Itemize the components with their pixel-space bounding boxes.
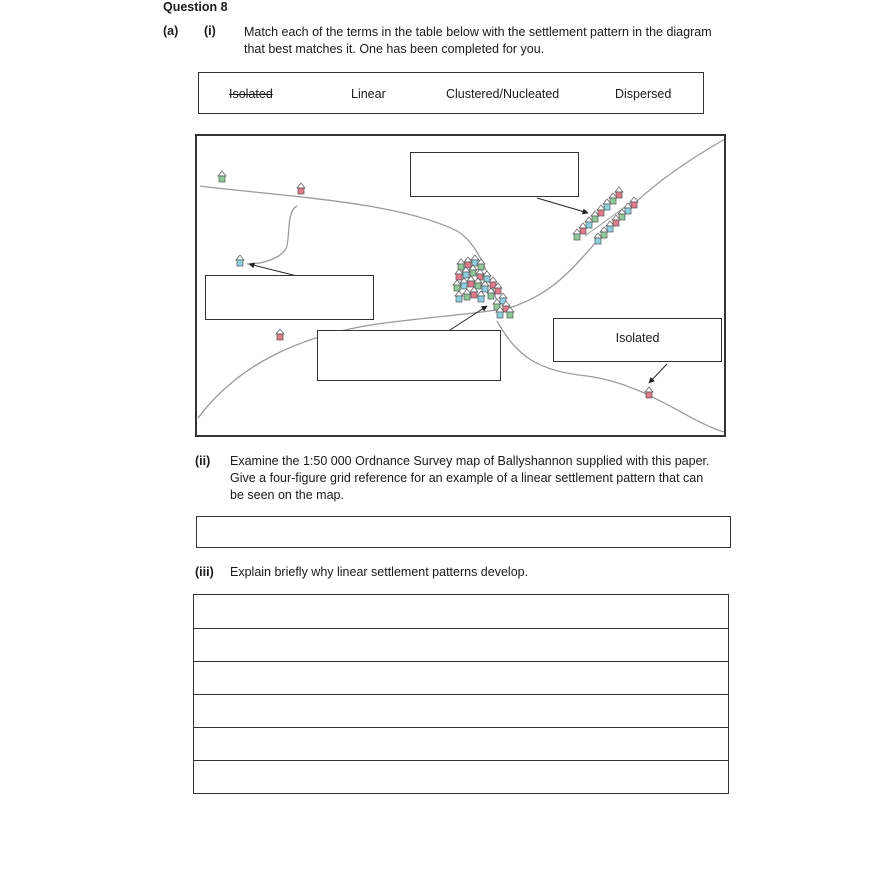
term-dispersed: Dispersed <box>615 87 672 101</box>
completed-label: Isolated <box>615 331 660 345</box>
sub-iii-label: (iii) <box>195 565 214 579</box>
answer-line <box>194 727 728 728</box>
answer-line <box>194 628 728 629</box>
sub-ii-line1: Examine the 1:50 000 Ordnance Survey map of Ballyshannon supplied with this paper. <box>230 454 710 468</box>
house-icon <box>236 255 244 266</box>
answer-box-clustered[interactable] <box>317 330 501 381</box>
arrow-to-linear <box>537 198 588 213</box>
term-linear: Linear <box>351 87 386 101</box>
sub-i-label: (i) <box>204 24 216 38</box>
house-icon <box>645 387 653 398</box>
house-icon <box>297 183 305 194</box>
term-clustered: Clustered/Nucleated <box>446 87 560 101</box>
house-icon <box>276 329 284 340</box>
sub-ii-label: (ii) <box>195 454 211 468</box>
arrow-to-isolated <box>649 364 667 383</box>
grid-reference-answer-box[interactable] <box>196 516 731 548</box>
answer-line <box>194 694 728 695</box>
answer-box-linear[interactable] <box>410 152 579 197</box>
house-icon <box>218 171 226 182</box>
sub-i-line2: that best matches it. One has been completed for you. <box>244 42 545 56</box>
part-a-label: (a) <box>163 24 179 38</box>
arrow-to-cluster <box>447 306 487 332</box>
sub-i-line1: Match each of the terms in the table below with the settlement pattern in the diagram <box>244 25 712 39</box>
road-branch <box>247 206 297 264</box>
term-isolated: Isolated <box>229 87 273 101</box>
sub-ii-line2: Give a four-figure grid reference for an example of a linear settlement pattern that can <box>230 471 704 485</box>
explanation-answer-box[interactable] <box>193 594 729 794</box>
settlement-diagram <box>195 134 726 437</box>
answer-line <box>194 760 728 761</box>
answer-box-isolated <box>553 318 722 362</box>
answer-line <box>194 661 728 662</box>
linear-houses <box>573 187 638 244</box>
terms-table <box>198 72 704 114</box>
answer-box-dispersed[interactable] <box>205 275 374 320</box>
question-title: Question 8 <box>163 0 228 14</box>
sub-ii-line3: be seen on the map. <box>230 488 344 502</box>
sub-iii-line1: Explain briefly why linear settlement patterns develop. <box>230 565 529 579</box>
